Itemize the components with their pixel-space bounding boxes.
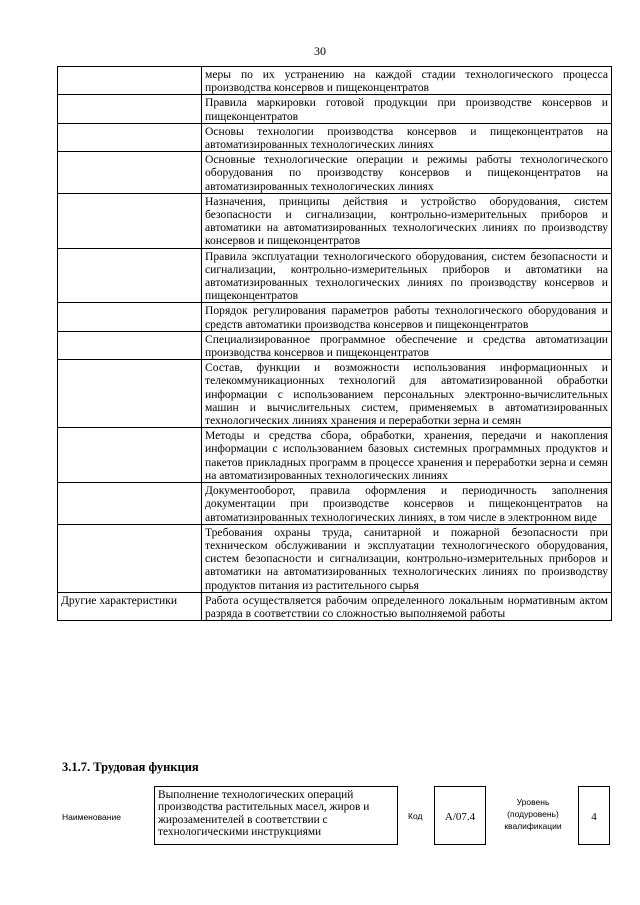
row-label-cell — [58, 193, 202, 248]
row-text-cell: Требования охраны труда, санитарной и пожарной безопасности при техническом обслуживании и эксплуатации технологического оборудования, систем безопасности и сигнализации, контрольно-измерительных приборов и автоматики на автоматизированных технологических линиях по производству продуктов питания из растительного сырья — [202, 524, 612, 592]
row-text-cell: Порядок регулирования параметров работы технологического оборудования и средств автоматики производства консервов и пищеконцентратов — [202, 303, 612, 331]
table-row — [58, 152, 612, 194]
row-label-cell — [58, 303, 202, 331]
code-value: А/07.4 — [434, 786, 486, 845]
table-row — [58, 123, 612, 151]
row-text-cell: Назначения, принципы действия и устройство оборудования, систем безопасности и сигнализации, контрольно-измерительных приборов и автоматики на автоматизированных технологических линиях по производству консервов и пищеконцентратов — [202, 193, 612, 248]
table-row — [58, 483, 612, 525]
row-label-cell — [58, 360, 202, 428]
table-row — [58, 524, 612, 592]
code-label: Код — [408, 811, 423, 821]
name-value: Выполнение технологических операций производства растительных масел, жиров и жирозаменителей в соответствии с технологическими инструкциями — [154, 786, 398, 845]
level-value: 4 — [578, 786, 610, 845]
knowledge-table — [57, 66, 612, 621]
row-label-cell — [58, 428, 202, 483]
table-row — [58, 95, 612, 123]
row-label-cell — [58, 152, 202, 194]
page-number: 30 — [314, 44, 326, 58]
row-label-cell — [58, 95, 202, 123]
level-label: Уровень (подуровень) квалификации — [504, 797, 562, 831]
row-text-cell: Основные технологические операции и режимы работы технологического оборудования по производству консервов и пищеконцентратов на автоматизированных технологических линиях — [202, 152, 612, 194]
row-text-cell: меры по их устранению на каждой стадии технологического процесса производства консервов и пищеконцентратов — [202, 67, 612, 95]
row-label-cell — [58, 483, 202, 525]
row-label-cell — [58, 248, 202, 303]
table-row — [58, 193, 612, 248]
table-row — [58, 592, 612, 620]
name-label: Наименование — [62, 812, 121, 822]
row-text-cell: Основы технологии производства консервов и пищеконцентратов на автоматизированных технологических линиях — [202, 123, 612, 151]
row-text-cell: Методы и средства сбора, обработки, хранения, передачи и накопления информации с использованием базовых системных программных продуктов и пакетов прикладных программ в процессе хранения и переработки зерна и семян на автоматизированных технологических линиях — [202, 428, 612, 483]
table-row — [58, 360, 612, 428]
row-text-cell: Состав, функции и возможности использования информационных и телекоммуникационных технологий для автоматизированной обработки информации с использованием персональных электронно-вычислительных машин и вычислительных систем, применяемых в автоматизированных технологических линиях хранения и переработки зерна и семян — [202, 360, 612, 428]
row-label-cell — [58, 67, 202, 95]
section-title: 3.1.7. Трудовая функция — [62, 760, 199, 774]
table-row — [58, 428, 612, 483]
row-text-cell: Правила эксплуатации технологического оборудования, систем безопасности и сигнализации, контрольно-измерительных приборов и автоматики на автоматизированных технологических линиях по производству консервов и пищеконцентратов — [202, 248, 612, 303]
row-label-cell — [58, 123, 202, 151]
row-text-cell: Документооборот, правила оформления и периодичность заполнения документации при производстве консервов и пищеконцентратов на автоматизированных технологических линиях, в том числе в электронном виде — [202, 483, 612, 525]
table-row — [58, 67, 612, 95]
row-text-cell: Правила маркировки готовой продукции при производстве консервов и пищеконцентратов — [202, 95, 612, 123]
labor-function-header — [62, 786, 622, 848]
table-row — [58, 248, 612, 303]
row-label-cell — [58, 524, 202, 592]
row-label-cell — [58, 331, 202, 359]
table-row — [58, 303, 612, 331]
row-label-cell: Другие характеристики — [58, 592, 202, 620]
row-text-cell: Работа осуществляется рабочим определенного локальным нормативным актом разряда в соответствии со сложностью выполняемой работы — [202, 592, 612, 620]
row-text-cell: Специализированное программное обеспечение и средства автоматизации производства консервов и пищеконцентратов — [202, 331, 612, 359]
table-row — [58, 331, 612, 359]
